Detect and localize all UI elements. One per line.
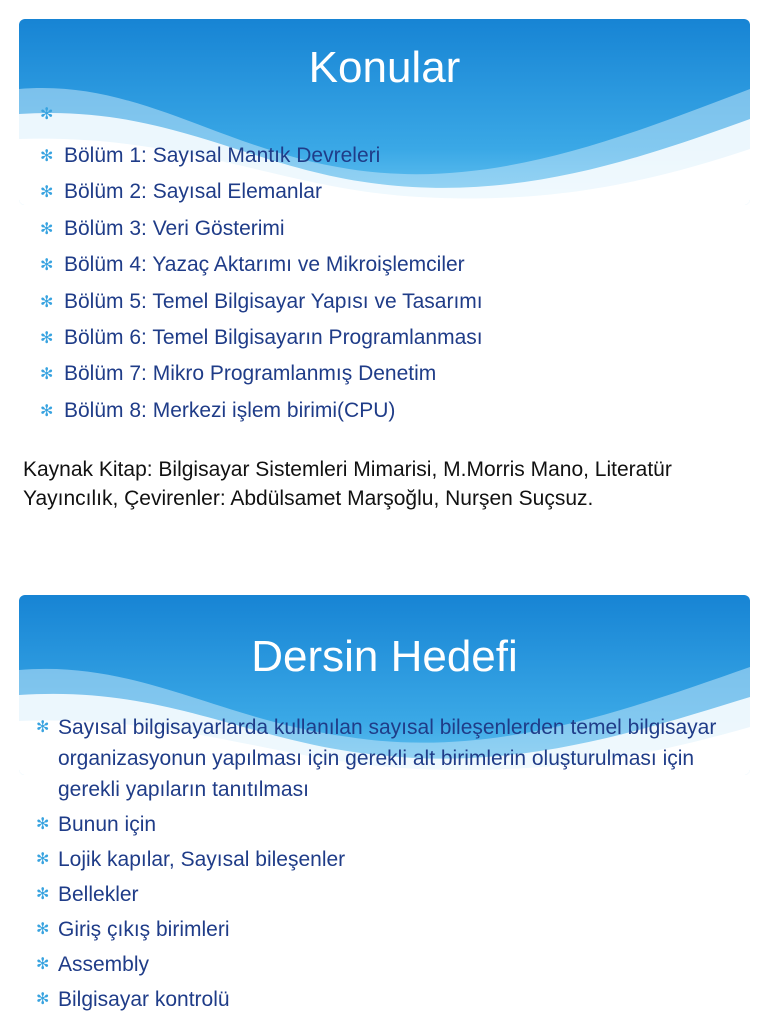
goal-list [36, 712, 736, 1019]
list-item [40, 174, 483, 210]
list-item [36, 809, 736, 840]
asterisk-bullet-icon: ✻ [36, 921, 50, 938]
list-item [40, 393, 483, 429]
list-item [36, 949, 736, 980]
goal-label: Sayısal bilgisayarlarda kullanılan sayısal bileşenlerden temel bilgisayar organizasyonun yapılması için gerekli alt birimlerin oluşturulması için gerekli yapıların tanıtılması [58, 716, 717, 801]
chapter-label: Bölüm 5: Temel Bilgisayar Yapısı ve Tasarımı [64, 289, 483, 313]
chapter-label: Bölüm 1: Sayısal Mantık Devreleri [64, 144, 381, 167]
asterisk-bullet-icon: ✻ [36, 991, 50, 1008]
chapter-list [40, 138, 483, 429]
chapter-label: Bölüm 6: Temel Bilgisayarın Programlanması [64, 325, 483, 349]
chapter-label: Bölüm 7: Mikro Programlanmış Denetim [64, 362, 437, 386]
asterisk-bullet-icon: ✻ [40, 329, 54, 347]
chapter-label: Bölüm 3: Veri Gösterimi [64, 216, 285, 240]
goal-label: Assembly [58, 953, 150, 976]
goal-label: Bunun için [58, 813, 157, 836]
goal-label: Bellekler [58, 883, 139, 906]
chapter-label: Bölüm 8: Merkezi işlem birimi(CPU) [64, 398, 396, 422]
slide-dersin-hedefi [0, 578, 768, 1024]
list-item [40, 356, 483, 392]
asterisk-bullet-icon: ✻ [36, 886, 50, 903]
asterisk-bullet-icon: ✻ [40, 402, 54, 420]
asterisk-bullet-icon: ✻ [36, 719, 50, 736]
list-item [36, 984, 736, 1015]
asterisk-bullet-icon: ✻ [36, 816, 50, 833]
list-item [40, 284, 483, 320]
goal-label: Lojik kapılar, Sayısal bileşenler [58, 848, 346, 871]
asterisk-bullet-icon: ✻ [40, 184, 54, 202]
list-item [40, 247, 483, 283]
list-item [40, 211, 483, 247]
slide-title: Dersin Hedefi [251, 632, 518, 681]
asterisk-bullet-icon: ✻ [40, 257, 54, 275]
list-item [36, 879, 736, 910]
asterisk-bullet-icon: ✻ [36, 956, 50, 973]
asterisk-bullet-icon: ✻ [40, 106, 54, 123]
chapter-label: Bölüm 2: Sayısal Elemanlar [64, 180, 322, 204]
asterisk-bullet-icon: ✻ [40, 366, 54, 384]
list-item [36, 914, 736, 945]
goal-label: Bilgisayar kontrolü [58, 988, 230, 1011]
source-citation: Kaynak Kitap: Bilgisayar Sistemleri Mimarisi, M.Morris Mano, Literatür Yayıncılık, Çevirenler: Abdülsamet Marşoğlu, Nurşen Suçsuz. [23, 458, 672, 510]
asterisk-bullet-icon: ✻ [40, 293, 54, 311]
list-item [36, 712, 736, 805]
goal-label: Giriş çıkış birimleri [58, 918, 230, 941]
list-item [36, 844, 736, 875]
asterisk-bullet-icon: ✻ [40, 220, 54, 238]
list-item [40, 320, 483, 356]
list-item [40, 138, 483, 174]
slide-title: Konular [308, 43, 461, 92]
asterisk-bullet-icon: ✻ [36, 851, 50, 868]
asterisk-bullet-icon: ✻ [40, 148, 54, 165]
chapter-label: Bölüm 4: Yazaç Aktarımı ve Mikroişlemciler [64, 253, 465, 277]
